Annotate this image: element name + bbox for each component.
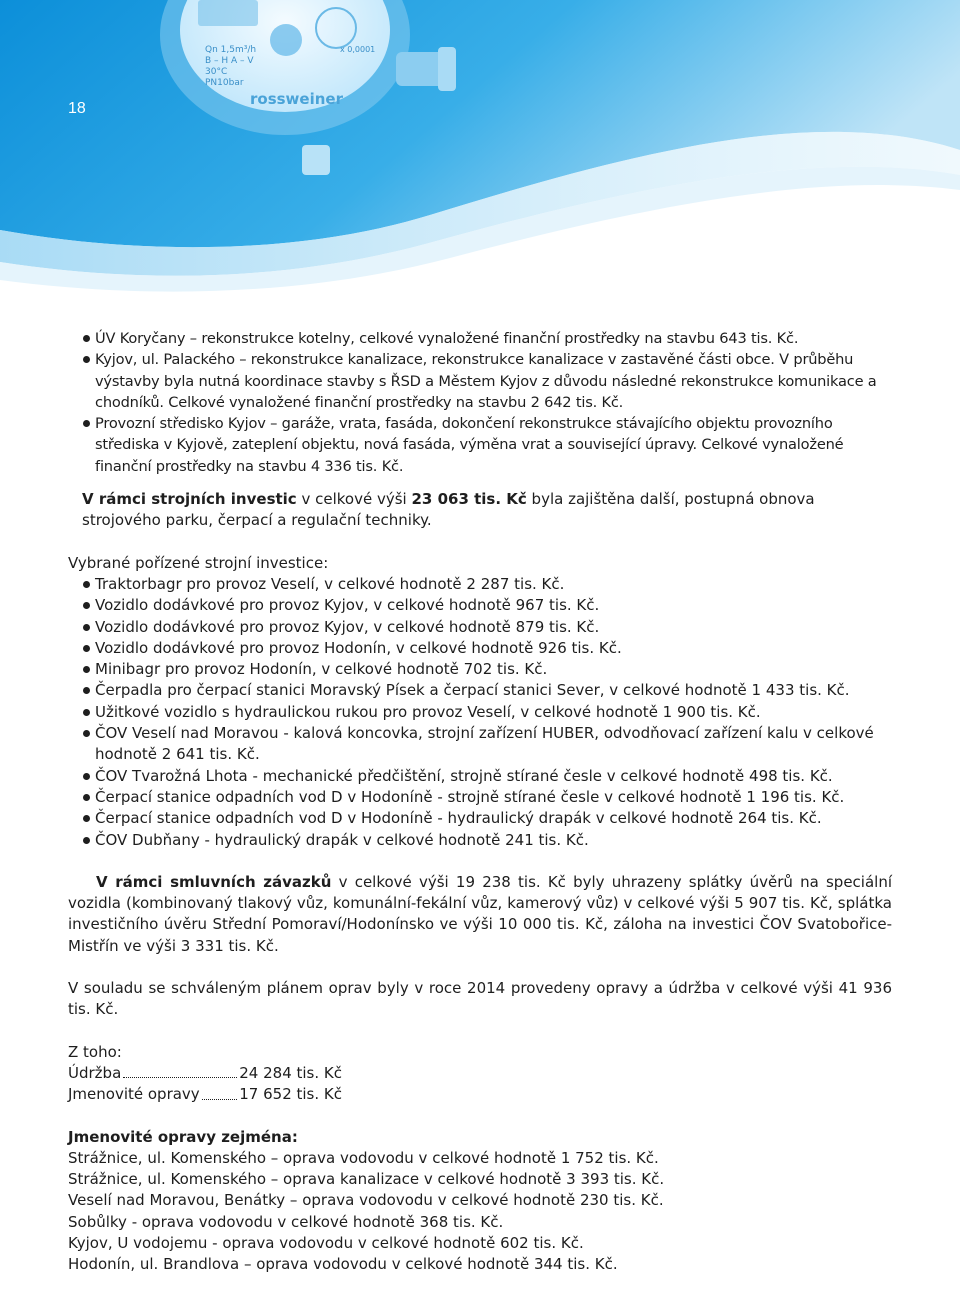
machine-list bbox=[68, 574, 892, 851]
of-which-row-named-repairs: Jmenovité opravy 17 652 tis. Kč bbox=[68, 1085, 342, 1104]
list-item: Minibagr pro provoz Hodonín, v celkové hodnotě 702 tis. Kč. bbox=[68, 659, 892, 680]
list-item: ÚV Koryčany – rekonstrukce kotelny, celkové vynaložené finanční prostředky na stavbu 643 tis. Kč. bbox=[68, 328, 892, 349]
svg-text:x 0,0001: x 0,0001 bbox=[340, 45, 376, 54]
list-item: Strážnice, ul. Komenského – oprava kanalizace v celkové hodnotě 3 393 tis. Kč. bbox=[68, 1170, 665, 1189]
repairs-paragraph: V souladu se schváleným plánem oprav byly v roce 2014 provedeny opravy a údržba v celkové výši 41 936 tis. Kč. bbox=[68, 979, 892, 1019]
header-wave-image bbox=[0, 0, 960, 320]
svg-text:30°C: 30°C bbox=[205, 67, 228, 77]
of-which-heading: Z toho: bbox=[68, 1042, 122, 1061]
list-item: Provozní středisko Kyjov – garáže, vrata, fasáda, dokončení rekonstrukce stávajícího objektu provozního střediska v Kyjově, zateplení objektu, nová fasáda, výměna vrat a související úpravy. Celkové vynaložené finanční prostředky na stavbu 4 336 tis. Kč. bbox=[68, 413, 892, 477]
list-item: Vozidlo dodávkové pro provoz Kyjov, v celkové hodnotě 967 tis. Kč. bbox=[68, 595, 892, 616]
list-item: Kyjov, ul. Palackého – rekonstrukce kanalizace, rekonstrukce kanalizace v zastavěné části obce. V průběhu výstavby byla nutná koordinace stavby s ŘSD a Městem Kyjov z důvodu následné rekonstrukce komunikace a chodníků. Celkové vynaložené finanční prostředky na stavbu 2 642 tis. Kč. bbox=[68, 349, 892, 413]
list-item: Vozidlo dodávkové pro provoz Kyjov, v celkové hodnotě 879 tis. Kč. bbox=[68, 617, 892, 638]
machine-invest-paragraph: V rámci strojních investic v celkové výši 23 063 tis. Kč byla zajištěna další, postupná obnova strojového parku, čerpací a regulační techniky. bbox=[82, 490, 815, 530]
list-item: Užitkové vozidlo s hydraulickou rukou pro provoz Veselí, v celkové hodnotě 1 900 tis. Kč. bbox=[68, 702, 892, 723]
page-number: 18 bbox=[68, 100, 86, 117]
list-item: Čerpadla pro čerpací stanici Moravský Písek a čerpací stanici Sever, v celkové hodnotě 1 433 tis. Kč. bbox=[68, 680, 892, 701]
list-item: Sobůlky - oprava vodovodu v celkové hodnotě 368 tis. Kč. bbox=[68, 1212, 504, 1231]
list-item: Strážnice, ul. Komenského – oprava vodovodu v celkové hodnotě 1 752 tis. Kč. bbox=[68, 1148, 659, 1167]
svg-text:B – H A – V: B – H A – V bbox=[205, 56, 254, 66]
contract-bold: V rámci smluvních závazků bbox=[96, 872, 332, 891]
page-content bbox=[68, 328, 892, 1276]
list-item: Vozidlo dodávkové pro provoz Hodonín, v celkové hodnotě 926 tis. Kč. bbox=[68, 638, 892, 659]
list-item: Hodonín, ul. Brandlova – oprava vodovodu v celkové hodnotě 344 tis. Kč. bbox=[68, 1255, 618, 1274]
list-item: Čerpací stanice odpadních vod D v Hodoníně - strojně stírané česle v celkové hodnotě 1 196 tis. Kč. bbox=[68, 787, 892, 808]
selected-heading: Vybrané pořízené strojní investice: bbox=[68, 553, 329, 572]
project-list bbox=[68, 328, 892, 477]
named-repairs-heading: Jmenovité opravy zejména: bbox=[68, 1127, 298, 1146]
svg-text:rossweiner: rossweiner bbox=[250, 90, 343, 108]
of-which-row-maintenance: Údržba 24 284 tis. Kč bbox=[68, 1063, 342, 1082]
machine-invest-bold: V rámci strojních investic bbox=[82, 490, 297, 509]
list-item: Kyjov, U vodojemu - oprava vodovodu v celkové hodnotě 602 tis. Kč. bbox=[68, 1233, 584, 1252]
svg-text:PN10bar: PN10bar bbox=[205, 78, 244, 88]
list-item: Čerpací stanice odpadních vod D v Hodoníně - hydraulický drapák v celkové hodnotě 264 tis. Kč. bbox=[68, 808, 892, 829]
list-item: ČOV Veselí nad Moravou - kalová koncovka, strojní zařízení HUBER, odvodňovací zařízení kalu v celkové hodnotě 2 641 tis. Kč. bbox=[68, 723, 892, 766]
list-item: ČOV Tvarožná Lhota - mechanické předčištění, strojně stírané česle v celkové hodnotě 498 tis. Kč. bbox=[68, 766, 892, 787]
list-item: Traktorbagr pro provoz Veselí, v celkové hodnotě 2 287 tis. Kč. bbox=[68, 574, 892, 595]
list-item: ČOV Dubňany - hydraulický drapák v celkové hodnotě 241 tis. Kč. bbox=[68, 830, 892, 851]
svg-text:Qn 1,5m³/h: Qn 1,5m³/h bbox=[205, 45, 257, 55]
list-item: Veselí nad Moravou, Benátky – oprava vodovodu v celkové hodnotě 230 tis. Kč. bbox=[68, 1191, 664, 1210]
contract-paragraph: V rámci smluvních závazků v celkové výši 19 238 tis. Kč byly uhrazeny splátky úvěrů na speciální vozidla (kombinovaný tlakový vůz, komunální-fekální vůz, kamerový vůz) v celkové výši 5 907 tis. Kč, splátka investičního úvěru Střední Pomoraví/Hodonínsko ve výši 10 000 tis. Kč, záloha na investici ČOV Svatobořice-Mistřín ve výši 3 331 tis. Kč. bbox=[68, 872, 892, 955]
